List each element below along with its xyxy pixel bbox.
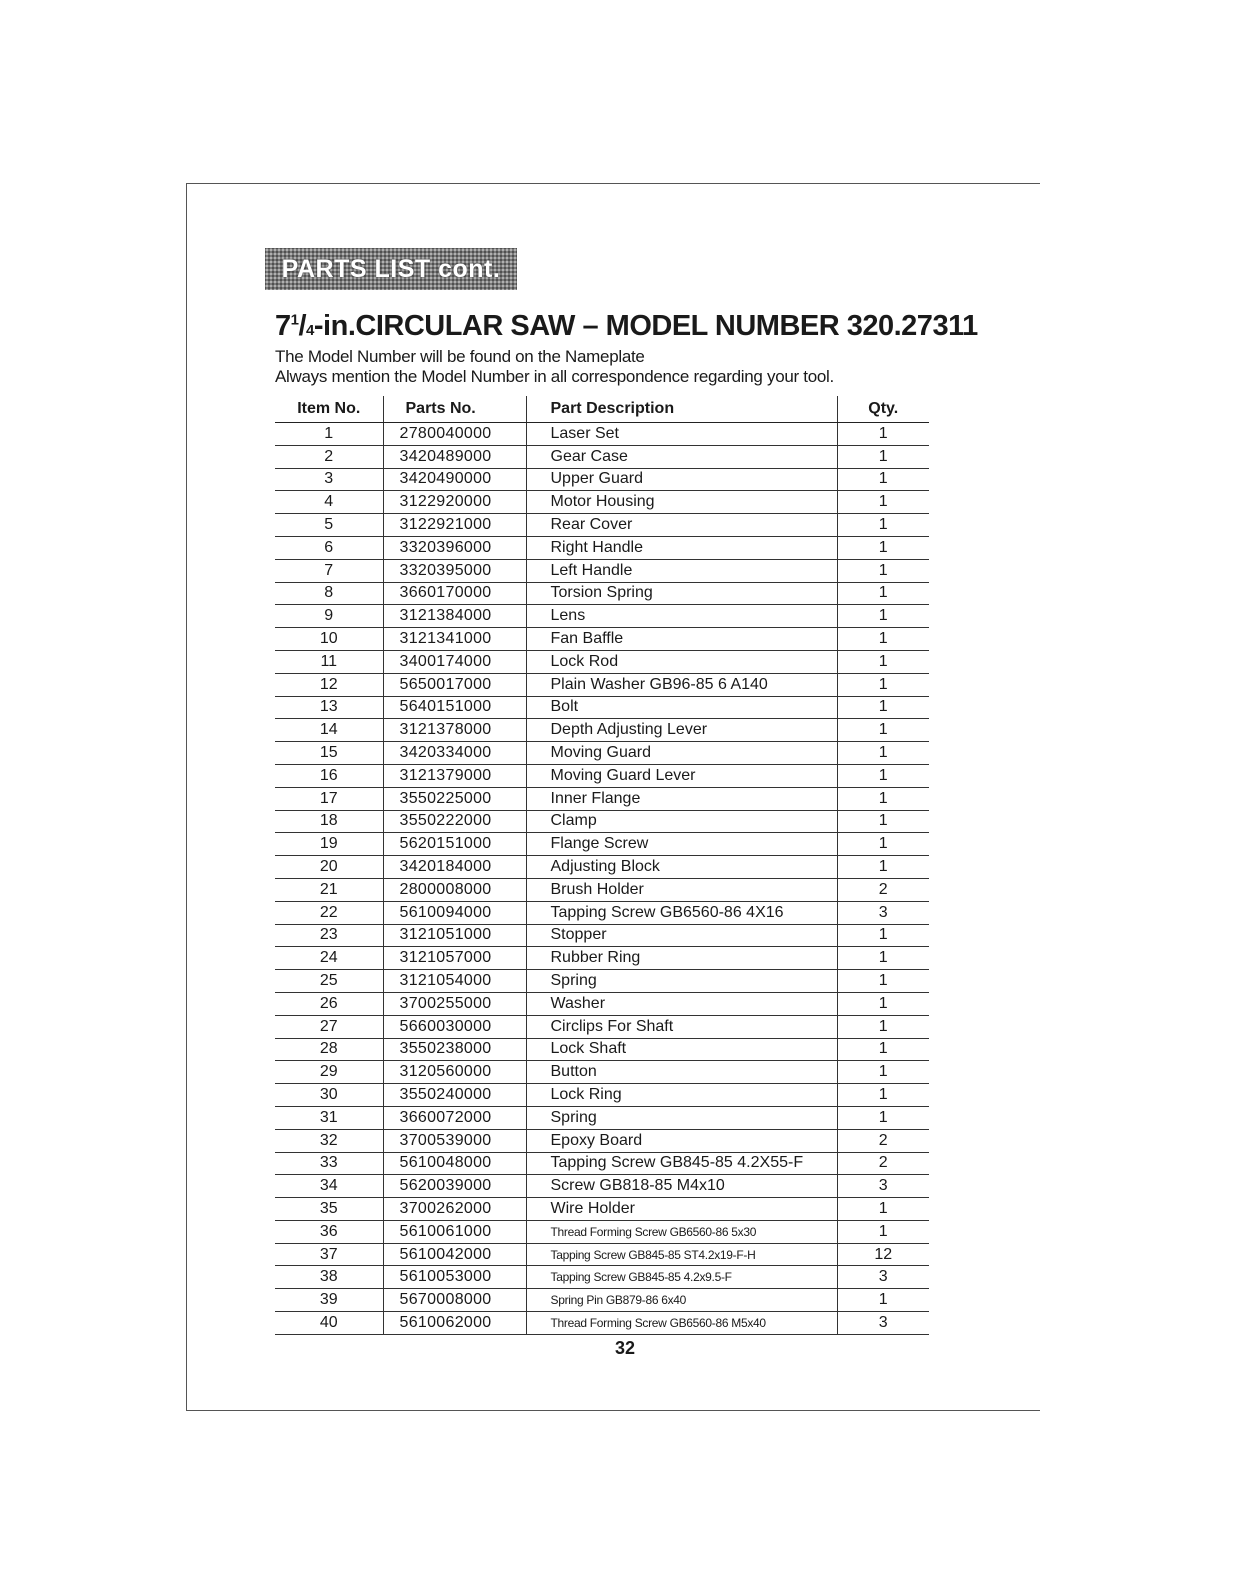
cell-part-description: Spring [526, 1106, 837, 1129]
cell-item-no: 18 [275, 810, 383, 833]
cell-part-description: Plain Washer GB96-85 6 A140 [526, 673, 837, 696]
table-row [275, 628, 929, 651]
cell-item-no: 23 [275, 924, 383, 947]
cell-item-no: 21 [275, 878, 383, 901]
table-row [275, 1175, 929, 1198]
cell-qty: 1 [837, 445, 929, 468]
table-row [275, 696, 929, 719]
table-row [275, 468, 929, 491]
cell-item-no: 15 [275, 742, 383, 765]
cell-part-description: Brush Holder [526, 878, 837, 901]
cell-qty: 1 [837, 992, 929, 1015]
cell-part-description: Moving Guard [526, 742, 837, 765]
cell-parts-no: 3121379000 [383, 764, 526, 787]
table-row [275, 605, 929, 628]
cell-qty: 1 [837, 1038, 929, 1061]
table-row [275, 1129, 929, 1152]
table-row [275, 1152, 929, 1175]
cell-part-description: Rear Cover [526, 514, 837, 537]
cell-part-description: Washer [526, 992, 837, 1015]
cell-part-description: Torsion Spring [526, 582, 837, 605]
cell-item-no: 10 [275, 628, 383, 651]
title-fraction-denominator: 4 [306, 322, 314, 339]
cell-parts-no: 3121384000 [383, 605, 526, 628]
title-fraction-separator: / [298, 310, 307, 342]
cell-part-description: Left Handle [526, 559, 837, 582]
cell-item-no: 28 [275, 1038, 383, 1061]
cell-qty: 1 [837, 605, 929, 628]
cell-qty: 12 [837, 1243, 929, 1266]
cell-item-no: 40 [275, 1312, 383, 1335]
cell-part-description: Thread Forming Screw GB6560-86 5x30 [526, 1220, 837, 1243]
table-row [275, 1106, 929, 1129]
cell-qty: 1 [837, 833, 929, 856]
cell-parts-no: 3121057000 [383, 947, 526, 970]
cell-part-description: Spring Pin GB879-86 6x40 [526, 1289, 837, 1312]
cell-item-no: 16 [275, 764, 383, 787]
cell-qty: 1 [837, 1220, 929, 1243]
cell-part-description: Lock Rod [526, 650, 837, 673]
cell-part-description: Stopper [526, 924, 837, 947]
cell-item-no: 37 [275, 1243, 383, 1266]
cell-item-no: 36 [275, 1220, 383, 1243]
page-number: 32 [614, 1338, 636, 1358]
cell-qty: 1 [837, 514, 929, 537]
cell-item-no: 4 [275, 491, 383, 514]
table-header-row [275, 396, 929, 423]
cell-part-description: Tapping Screw GB845-85 4.2X55-F [526, 1152, 837, 1175]
cell-qty: 1 [837, 468, 929, 491]
table-row [275, 992, 929, 1015]
cell-parts-no: 5610042000 [383, 1243, 526, 1266]
cell-part-description: Lens [526, 605, 837, 628]
cell-part-description: Gear Case [526, 445, 837, 468]
cell-qty: 1 [837, 491, 929, 514]
cell-part-description: Rubber Ring [526, 947, 837, 970]
cell-parts-no: 3550225000 [383, 787, 526, 810]
cell-parts-no: 3420489000 [383, 445, 526, 468]
table-row [275, 810, 929, 833]
cell-part-description: Tapping Screw GB845-85 ST4.2x19-F-H [526, 1243, 837, 1266]
cell-parts-no: 3120560000 [383, 1061, 526, 1084]
cell-part-description: Circlips For Shaft [526, 1015, 837, 1038]
cell-part-description: Upper Guard [526, 468, 837, 491]
table-row [275, 650, 929, 673]
cell-item-no: 19 [275, 833, 383, 856]
cell-part-description: Inner Flange [526, 787, 837, 810]
cell-part-description: Bolt [526, 696, 837, 719]
page-frame-left-border [186, 183, 187, 1410]
cell-part-description: Button [526, 1061, 837, 1084]
cell-part-description: Spring [526, 970, 837, 993]
cell-qty: 1 [837, 650, 929, 673]
table-row [275, 1243, 929, 1266]
table-row [275, 423, 929, 446]
cell-qty: 1 [837, 1015, 929, 1038]
table-row [275, 559, 929, 582]
cell-qty: 3 [837, 901, 929, 924]
parts-list-banner: PARTS LIST cont. [265, 248, 517, 290]
cell-part-description: Right Handle [526, 536, 837, 559]
cell-parts-no: 5610094000 [383, 901, 526, 924]
cell-parts-no: 3320395000 [383, 559, 526, 582]
table-row [275, 1266, 929, 1289]
cell-parts-no: 3700262000 [383, 1198, 526, 1221]
cell-parts-no: 3550238000 [383, 1038, 526, 1061]
cell-item-no: 17 [275, 787, 383, 810]
cell-parts-no: 5610048000 [383, 1152, 526, 1175]
cell-part-description: Clamp [526, 810, 837, 833]
cell-parts-no: 2800008000 [383, 878, 526, 901]
cell-qty: 1 [837, 423, 929, 446]
cell-parts-no: 3660170000 [383, 582, 526, 605]
cell-parts-no: 3700255000 [383, 992, 526, 1015]
cell-item-no: 20 [275, 856, 383, 879]
cell-qty: 2 [837, 1152, 929, 1175]
cell-part-description: Screw GB818-85 M4x10 [526, 1175, 837, 1198]
table-row [275, 536, 929, 559]
table-row [275, 833, 929, 856]
correspondence-note: Always mention the Model Number in all correspondence regarding your tool. [275, 367, 834, 386]
cell-qty: 3 [837, 1175, 929, 1198]
cell-part-description: Adjusting Block [526, 856, 837, 879]
cell-qty: 1 [837, 742, 929, 765]
table-row [275, 1312, 929, 1335]
table-row [275, 924, 929, 947]
cell-parts-no: 3420490000 [383, 468, 526, 491]
cell-qty: 1 [837, 582, 929, 605]
table-row [275, 1198, 929, 1221]
cell-parts-no: 3420334000 [383, 742, 526, 765]
cell-item-no: 34 [275, 1175, 383, 1198]
cell-item-no: 29 [275, 1061, 383, 1084]
cell-item-no: 32 [275, 1129, 383, 1152]
cell-item-no: 7 [275, 559, 383, 582]
cell-item-no: 30 [275, 1084, 383, 1107]
header-part-description: Part Description [526, 396, 837, 423]
title-fraction-numerator: 1 [290, 311, 299, 329]
cell-item-no: 13 [275, 696, 383, 719]
cell-part-description: Flange Screw [526, 833, 837, 856]
cell-parts-no: 3550222000 [383, 810, 526, 833]
title-text: -in.CIRCULAR SAW – MODEL NUMBER 320.27311 [313, 310, 978, 342]
cell-parts-no: 3121378000 [383, 719, 526, 742]
title-prefix: 7 [275, 310, 291, 342]
cell-qty: 1 [837, 764, 929, 787]
cell-item-no: 24 [275, 947, 383, 970]
cell-qty: 1 [837, 1106, 929, 1129]
header-qty: Qty. [837, 396, 929, 423]
cell-parts-no: 3700539000 [383, 1129, 526, 1152]
cell-part-description: Fan Baffle [526, 628, 837, 651]
cell-part-description: Depth Adjusting Lever [526, 719, 837, 742]
cell-qty: 1 [837, 628, 929, 651]
table-row [275, 742, 929, 765]
cell-qty: 1 [837, 536, 929, 559]
cell-item-no: 2 [275, 445, 383, 468]
cell-qty: 1 [837, 696, 929, 719]
cell-part-description: Wire Holder [526, 1198, 837, 1221]
cell-parts-no: 3121341000 [383, 628, 526, 651]
cell-item-no: 35 [275, 1198, 383, 1221]
cell-item-no: 9 [275, 605, 383, 628]
cell-parts-no: 5620039000 [383, 1175, 526, 1198]
table-row [275, 901, 929, 924]
cell-item-no: 22 [275, 901, 383, 924]
table-row [275, 947, 929, 970]
table-row [275, 787, 929, 810]
page-frame-top-border [186, 183, 1040, 184]
cell-qty: 1 [837, 719, 929, 742]
cell-qty: 2 [837, 1129, 929, 1152]
table-row [275, 491, 929, 514]
table-row [275, 878, 929, 901]
cell-qty: 1 [837, 673, 929, 696]
cell-parts-no: 5670008000 [383, 1289, 526, 1312]
header-item-no: Item No. [275, 396, 383, 423]
cell-parts-no: 5620151000 [383, 833, 526, 856]
cell-part-description: Lock Ring [526, 1084, 837, 1107]
table-row [275, 514, 929, 537]
cell-part-description: Lock Shaft [526, 1038, 837, 1061]
cell-qty: 1 [837, 810, 929, 833]
cell-item-no: 3 [275, 468, 383, 491]
cell-parts-no: 3121051000 [383, 924, 526, 947]
cell-qty: 3 [837, 1312, 929, 1335]
header-parts-no: Parts No. [383, 396, 526, 423]
cell-qty: 1 [837, 856, 929, 879]
page-frame-bottom-border [186, 1410, 1040, 1411]
cell-parts-no: 3400174000 [383, 650, 526, 673]
table-row [275, 1220, 929, 1243]
cell-item-no: 38 [275, 1266, 383, 1289]
cell-part-description: Thread Forming Screw GB6560-86 M5x40 [526, 1312, 837, 1335]
cell-parts-no: 5650017000 [383, 673, 526, 696]
table-row [275, 1084, 929, 1107]
cell-qty: 2 [837, 878, 929, 901]
cell-item-no: 12 [275, 673, 383, 696]
cell-item-no: 5 [275, 514, 383, 537]
cell-parts-no: 2780040000 [383, 423, 526, 446]
cell-parts-no: 3122921000 [383, 514, 526, 537]
cell-item-no: 27 [275, 1015, 383, 1038]
cell-qty: 1 [837, 947, 929, 970]
table-row [275, 582, 929, 605]
cell-item-no: 8 [275, 582, 383, 605]
cell-qty: 1 [837, 970, 929, 993]
cell-parts-no: 3320396000 [383, 536, 526, 559]
cell-part-description: Tapping Screw GB6560-86 4X16 [526, 901, 837, 924]
cell-item-no: 6 [275, 536, 383, 559]
cell-qty: 1 [837, 924, 929, 947]
cell-part-description: Moving Guard Lever [526, 764, 837, 787]
cell-qty: 1 [837, 787, 929, 810]
cell-qty: 1 [837, 1084, 929, 1107]
cell-parts-no: 3121054000 [383, 970, 526, 993]
table-row [275, 1289, 929, 1312]
cell-parts-no: 3420184000 [383, 856, 526, 879]
cell-parts-no: 5610062000 [383, 1312, 526, 1335]
table-row [275, 856, 929, 879]
table-row [275, 1015, 929, 1038]
cell-qty: 1 [837, 1198, 929, 1221]
model-number-note: The Model Number will be found on the Nameplate [275, 347, 645, 366]
cell-item-no: 26 [275, 992, 383, 1015]
cell-qty: 1 [837, 1061, 929, 1084]
cell-item-no: 11 [275, 650, 383, 673]
cell-parts-no: 3550240000 [383, 1084, 526, 1107]
cell-part-description: Tapping Screw GB845-85 4.2x9.5-F [526, 1266, 837, 1289]
cell-qty: 1 [837, 1289, 929, 1312]
table-row [275, 1038, 929, 1061]
cell-part-description: Motor Housing [526, 491, 837, 514]
cell-part-description: Laser Set [526, 423, 837, 446]
cell-item-no: 39 [275, 1289, 383, 1312]
table-row [275, 719, 929, 742]
cell-item-no: 31 [275, 1106, 383, 1129]
cell-parts-no: 3122920000 [383, 491, 526, 514]
cell-parts-no: 5610053000 [383, 1266, 526, 1289]
page-title [275, 310, 978, 343]
cell-part-description: Epoxy Board [526, 1129, 837, 1152]
cell-item-no: 1 [275, 423, 383, 446]
table-row [275, 1061, 929, 1084]
parts-table [275, 396, 929, 1335]
cell-item-no: 14 [275, 719, 383, 742]
cell-item-no: 33 [275, 1152, 383, 1175]
cell-parts-no: 5610061000 [383, 1220, 526, 1243]
cell-item-no: 25 [275, 970, 383, 993]
cell-qty: 3 [837, 1266, 929, 1289]
table-row [275, 764, 929, 787]
cell-parts-no: 5640151000 [383, 696, 526, 719]
parts-table-body [275, 423, 929, 1335]
table-row [275, 970, 929, 993]
cell-parts-no: 5660030000 [383, 1015, 526, 1038]
table-row [275, 445, 929, 468]
cell-parts-no: 3660072000 [383, 1106, 526, 1129]
table-row [275, 673, 929, 696]
cell-qty: 1 [837, 559, 929, 582]
